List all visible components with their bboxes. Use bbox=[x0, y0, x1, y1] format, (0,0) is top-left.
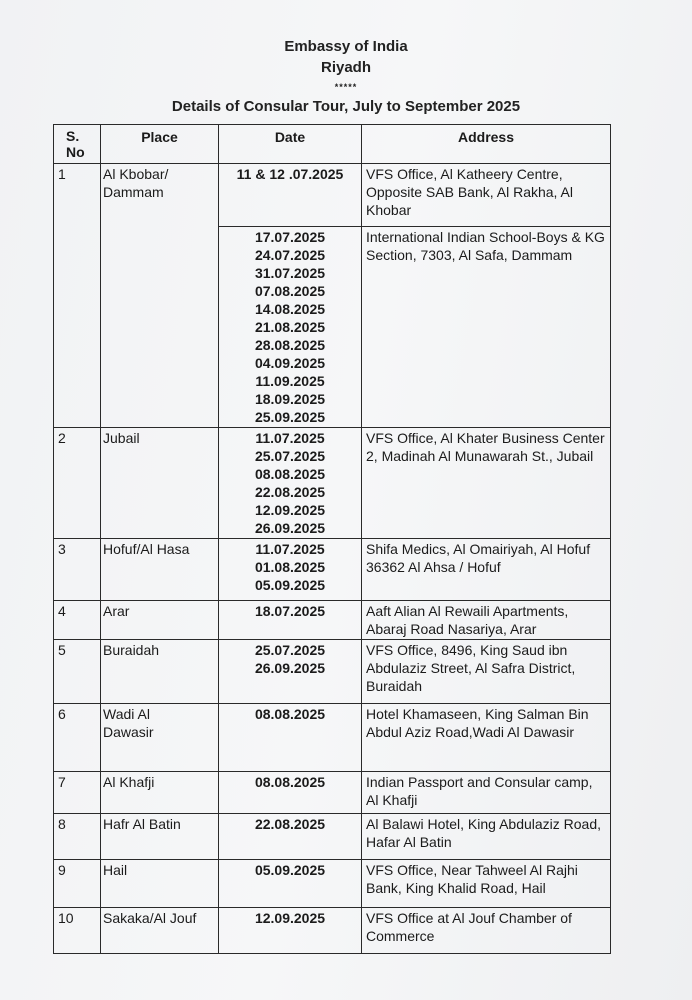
table-header-row bbox=[54, 125, 611, 164]
table-row bbox=[54, 814, 611, 860]
header-address: Address bbox=[362, 125, 611, 164]
table-row bbox=[54, 539, 611, 601]
header-sno: S. No bbox=[54, 125, 101, 164]
table-row bbox=[54, 860, 611, 908]
table-row bbox=[54, 908, 611, 954]
date-entry: 18.07.2025 bbox=[254, 603, 326, 619]
date-entry: 08.08.2025 bbox=[254, 706, 326, 722]
date-entry: 26.09.2025 bbox=[254, 520, 326, 536]
cell-sno: 5 bbox=[54, 640, 101, 704]
date-entry: 28.08.2025 bbox=[254, 337, 326, 353]
cell-place: Al Khafji bbox=[101, 772, 219, 814]
table-row bbox=[54, 428, 611, 539]
header-date: Date bbox=[219, 125, 362, 164]
cell-dates bbox=[219, 601, 362, 640]
cell-sno: 6 bbox=[54, 704, 101, 772]
cell-dates bbox=[219, 814, 362, 860]
date-entry: 12.09.2025 bbox=[254, 502, 326, 518]
header-place: Place bbox=[101, 125, 219, 164]
cell-date: 11 & 12 .07.2025 bbox=[219, 164, 362, 227]
cell-sno: 9 bbox=[54, 860, 101, 908]
cell-address: VFS Office, Al Katheery Centre, Opposite SAB Bank, Al Rakha, Al Khobar bbox=[362, 164, 611, 227]
stars-separator: ***** bbox=[334, 82, 358, 92]
cell-place: Hafr Al Batin bbox=[101, 814, 219, 860]
date-entry: 04.09.2025 bbox=[254, 355, 326, 371]
date-entry: 22.08.2025 bbox=[254, 816, 326, 832]
cell-place: Hofuf/Al Hasa bbox=[101, 539, 219, 601]
cell-address: Shifa Medics, Al Omairiyah, Al Hofuf 36362 Al Ahsa / Hofuf bbox=[362, 539, 611, 601]
cell-dates bbox=[219, 704, 362, 772]
date-entry: 07.08.2025 bbox=[254, 283, 326, 299]
cell-place: Wadi Al Dawasir bbox=[101, 704, 219, 772]
cell-place: Jubail bbox=[101, 428, 219, 539]
cell-sno: 7 bbox=[54, 772, 101, 814]
date-entry: 05.09.2025 bbox=[254, 577, 326, 593]
cell-sno: 8 bbox=[54, 814, 101, 860]
cell-sno: 4 bbox=[54, 601, 101, 640]
cell-sno: 10 bbox=[54, 908, 101, 954]
date-entry: 11.09.2025 bbox=[255, 373, 325, 389]
cell-sno: 2 bbox=[54, 428, 101, 539]
cell-address: VFS Office, Al Khater Business Center 2, Madinah Al Munawarah St., Jubail bbox=[362, 428, 611, 539]
table-row bbox=[54, 601, 611, 640]
cell-dates bbox=[219, 227, 362, 428]
cell-place: Al Kbobar/ Dammam bbox=[101, 164, 219, 428]
cell-dates bbox=[219, 428, 362, 539]
date-entry: 21.08.2025 bbox=[254, 319, 326, 335]
cell-address: Al Balawi Hotel, King Abdulaziz Road, Hafar Al Batin bbox=[362, 814, 611, 860]
cell-address: International Indian School-Boys & KG Section, 7303, Al Safa, Dammam bbox=[362, 227, 611, 428]
date-entry: 25.09.2025 bbox=[254, 409, 326, 425]
date-entry: 25.07.2025 bbox=[254, 642, 326, 658]
date-entry: 26.09.2025 bbox=[254, 660, 326, 676]
date-entry: 05.09.2025 bbox=[254, 862, 326, 878]
cell-address: Hotel Khamaseen, King Salman Bin Abdul Aziz Road,Wadi Al Dawasir bbox=[362, 704, 611, 772]
cell-address: VFS Office, 8496, King Saud ibn Abdulaziz Street, Al Safra District, Buraidah bbox=[362, 640, 611, 704]
cell-dates bbox=[219, 640, 362, 704]
cell-sno: 1 bbox=[54, 164, 101, 428]
cell-address: VFS Office at Al Jouf Chamber of Commerce bbox=[362, 908, 611, 954]
table-row bbox=[54, 772, 611, 814]
table-row bbox=[54, 704, 611, 772]
embassy-name: Embassy of India bbox=[284, 38, 408, 55]
cell-place: Buraidah bbox=[101, 640, 219, 704]
date-entry: 11.07.2025 bbox=[255, 541, 325, 557]
cell-sno: 3 bbox=[54, 539, 101, 601]
cell-dates bbox=[219, 908, 362, 954]
date-entry: 08.08.2025 bbox=[254, 466, 326, 482]
consular-tour-table bbox=[53, 124, 611, 954]
document-title: Details of Consular Tour, July to September 2025 bbox=[171, 98, 521, 115]
table-row bbox=[54, 164, 611, 227]
table-row bbox=[54, 640, 611, 704]
cell-address: Indian Passport and Consular camp, Al Khafji bbox=[362, 772, 611, 814]
date-entry: 01.08.2025 bbox=[254, 559, 326, 575]
date-entry: 14.08.2025 bbox=[254, 301, 326, 317]
date-entry: 22.08.2025 bbox=[254, 484, 326, 500]
date-entry: 08.08.2025 bbox=[254, 774, 326, 790]
cell-place: Arar bbox=[101, 601, 219, 640]
city-name: Riyadh bbox=[320, 59, 371, 76]
date-entry: 12.09.2025 bbox=[254, 910, 326, 926]
date-entry: 31.07.2025 bbox=[254, 265, 326, 281]
cell-place: Sakaka/Al Jouf bbox=[101, 908, 219, 954]
date-entry: 24.07.2025 bbox=[254, 247, 326, 263]
date-entry: 17.07.2025 bbox=[254, 229, 326, 245]
cell-place: Hail bbox=[101, 860, 219, 908]
cell-address: Aaft Alian Al Rewaili Apartments, Abaraj Road Nasariya, Arar bbox=[362, 601, 611, 640]
date-entry: 11.07.2025 bbox=[255, 430, 325, 446]
date-entry: 18.09.2025 bbox=[254, 391, 326, 407]
cell-dates bbox=[219, 539, 362, 601]
cell-dates bbox=[219, 860, 362, 908]
cell-dates bbox=[219, 772, 362, 814]
cell-address: VFS Office, Near Tahweel Al Rajhi Bank, King Khalid Road, Hail bbox=[362, 860, 611, 908]
date-entry: 25.07.2025 bbox=[254, 448, 326, 464]
